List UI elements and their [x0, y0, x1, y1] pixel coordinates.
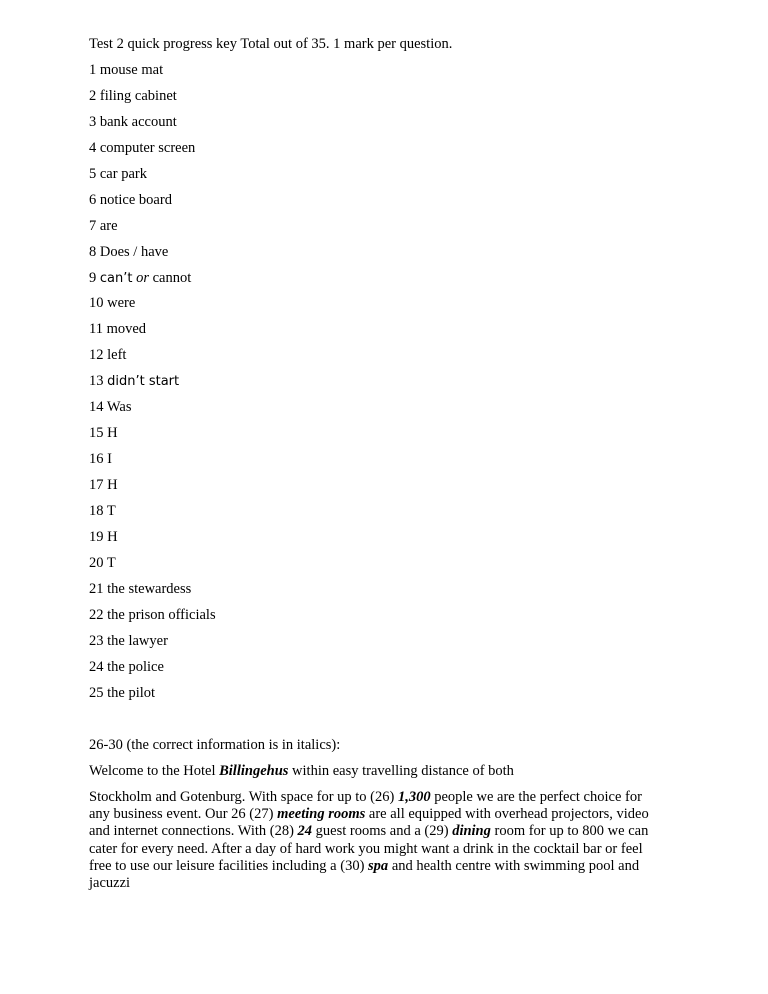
answer-number: 18: [89, 502, 104, 519]
paragraph-line: [89, 789, 689, 806]
welcome-text-end: within easy travelling distance of both: [288, 763, 514, 779]
answer-number: 5: [89, 165, 97, 182]
answer-item: [89, 61, 216, 87]
paragraph-line: [89, 823, 689, 840]
paragraph-text: people we are the perfect choice for: [430, 789, 642, 805]
welcome-line: [89, 762, 514, 780]
answer-number: 7: [89, 217, 97, 234]
answer-item: [89, 113, 216, 139]
answer-item: [89, 476, 216, 502]
answer-item: [89, 424, 216, 450]
answer-text: T: [106, 554, 116, 571]
answer-item: [89, 554, 216, 580]
answer-30: spa: [368, 857, 389, 874]
answer-number: 13: [89, 373, 104, 390]
answer-text: notice board: [99, 191, 172, 208]
answer-number: 17: [89, 477, 104, 493]
answer-text: didn’t start: [107, 374, 180, 390]
answer-number: 2: [89, 87, 97, 104]
answer-text: computer screen: [99, 139, 196, 156]
paragraph-text: free to use our leisure facilities including a (30): [89, 857, 369, 874]
paragraph-text: Stockholm and Gotenburg. With space for up to (26): [89, 789, 398, 805]
paragraph-line: cater for every need. After a day of hard work you might want a drink in the cocktail bar or feel: [89, 840, 643, 857]
answer-text: I: [107, 451, 112, 468]
answer-item: [89, 632, 216, 658]
document-title: Test 2 quick progress key Total out of 35. 1 mark per question.: [89, 36, 453, 52]
answer-text: were: [107, 295, 136, 312]
answer-text: the pilot: [107, 684, 156, 701]
answer-28: 24: [297, 823, 313, 840]
answer-number: 1: [89, 62, 97, 78]
paragraph-text: any business event. Our 26 (27): [89, 806, 278, 823]
answer-number: 10: [89, 295, 104, 312]
answer-27: meeting rooms: [277, 806, 366, 823]
answer-item: [89, 658, 216, 684]
answer-text: H: [107, 477, 118, 493]
answer-item: [89, 191, 216, 217]
answer-or: or: [136, 269, 149, 286]
answer-item: [89, 606, 216, 632]
answer-item: [89, 165, 216, 191]
answer-item: [89, 502, 216, 528]
answer-number: 3: [89, 113, 97, 130]
answer-number: 12: [89, 347, 104, 364]
answer-text: bank account: [99, 113, 177, 130]
paragraph-text: and internet connections. With (28): [89, 823, 298, 840]
answer-text: the police: [107, 658, 164, 675]
answer-item: [89, 320, 216, 346]
paragraph-line: jacuzzi: [89, 875, 131, 892]
answer-number: 15: [89, 425, 104, 442]
answer-text: H: [107, 528, 118, 545]
answer-text: H: [107, 425, 118, 442]
paragraph-text: are all equipped with overhead projectors, video: [365, 806, 649, 823]
paragraph-line: [89, 806, 689, 823]
welcome-text: Welcome to the Hotel: [89, 763, 220, 779]
answer-29: dining: [452, 823, 491, 840]
answer-text: Does / have: [99, 243, 169, 260]
answer-item: [89, 243, 216, 269]
paragraph-text: guest rooms and a (29): [312, 823, 453, 840]
answer-26: 1,300: [397, 789, 431, 805]
answer-item: [89, 87, 216, 113]
answer-item: [89, 580, 216, 606]
answer-key-list: [89, 61, 216, 709]
answer-text: moved: [106, 321, 147, 338]
answer-number: 4: [89, 139, 97, 156]
answer-number: 16: [89, 451, 104, 468]
answer-text: left: [107, 347, 127, 364]
hotel-paragraph: [89, 789, 689, 892]
answer-number: 8: [89, 243, 97, 260]
answer-text: filing cabinet: [99, 87, 177, 104]
answer-number: 11: [89, 321, 103, 338]
answer-item: [89, 398, 216, 424]
answer-number: 6: [89, 191, 97, 208]
paragraph-text: room for up to 800 we can: [490, 823, 649, 840]
answer-item: [89, 217, 216, 243]
answer-text: car park: [99, 165, 147, 182]
answer-text: Was: [106, 399, 132, 416]
answer-number: 9: [89, 269, 97, 286]
answer-number: 25: [89, 684, 104, 701]
answer-number: 19: [89, 528, 104, 545]
answer-item: [89, 450, 216, 476]
hotel-name: Billingehus: [219, 763, 289, 779]
answer-item: [89, 269, 216, 295]
answer-item: [89, 294, 216, 320]
answer-number: 23: [89, 632, 104, 649]
answer-text: are: [99, 217, 118, 234]
answer-item: [89, 684, 216, 710]
paragraph-line: [89, 858, 689, 875]
answer-text: T: [106, 502, 116, 519]
answer-item: [89, 346, 216, 372]
answer-text-alt: cannot: [152, 269, 192, 286]
answer-item: [89, 372, 216, 398]
answer-text: the lawyer: [107, 632, 168, 649]
answer-number: 24: [89, 658, 104, 675]
answer-number: 22: [89, 606, 104, 623]
answer-text: the prison officials: [107, 606, 216, 623]
answer-item: [89, 139, 216, 165]
answer-text: the stewardess: [107, 580, 192, 597]
answer-item: [89, 528, 216, 554]
section-heading: 26-30 (the correct information is in italics):: [89, 737, 341, 753]
answer-number: 21: [89, 580, 104, 597]
paragraph-text: and health centre with swimming pool and: [388, 857, 640, 874]
answer-text: can’t: [99, 270, 133, 286]
answer-text: mouse mat: [99, 62, 164, 78]
answer-number: 20: [89, 554, 104, 571]
answer-number: 14: [89, 399, 104, 416]
